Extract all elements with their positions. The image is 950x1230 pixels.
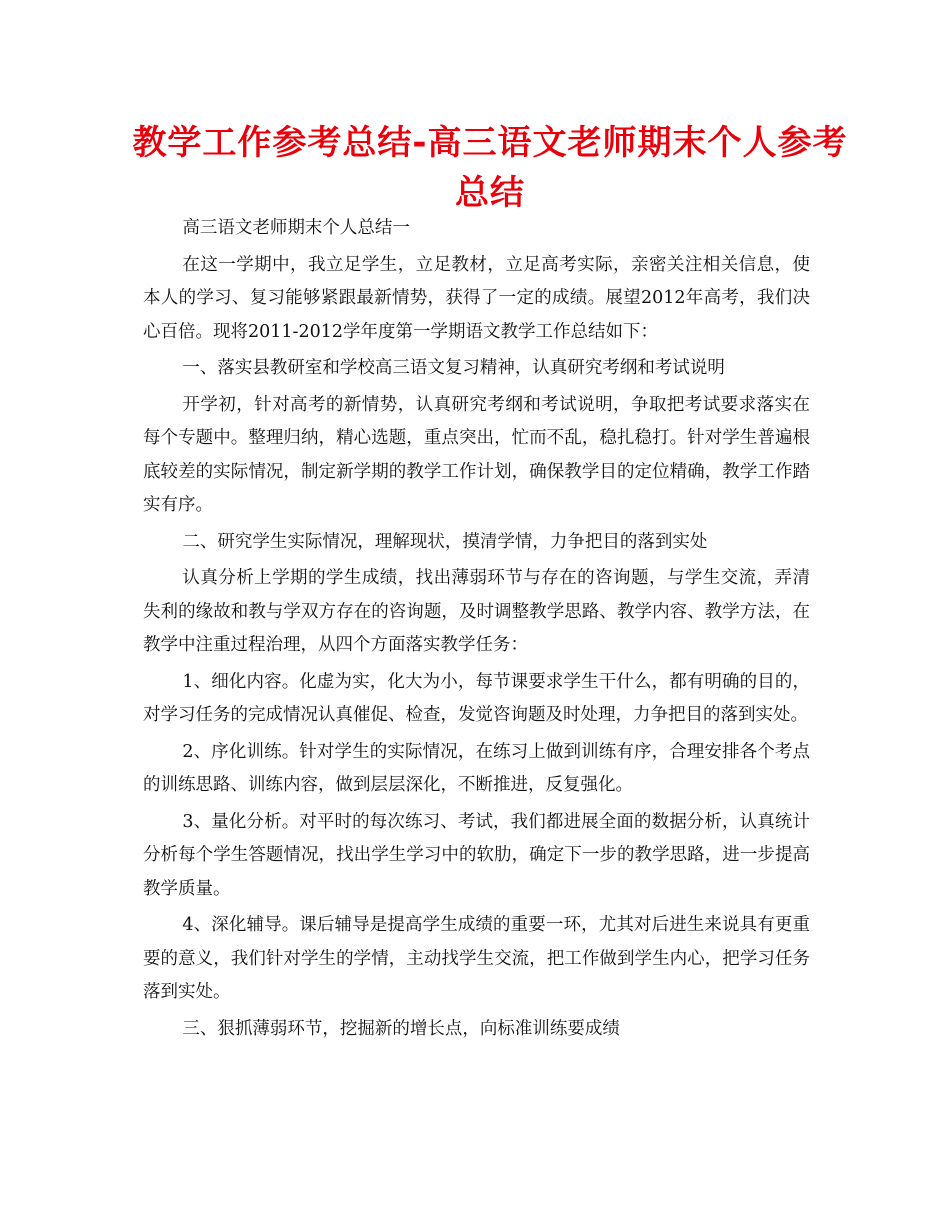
list-item: 1、细化内容。化虚为实，化大为小，每节课要求学生干什么，都有明确的目的，对学习任务的完成情况认真催促、检查，发觉咨询题及时处理，力争把目的落到实处。: [143, 671, 810, 725]
body-paragraph: 认真分析上学期的学生成绩，找出薄弱环节与存在的咨询题，与学生交流，弄清失利的缘故和教与学双方存在的咨询题，及时调整教学思路、教学内容、教学方法，在教学中注重过程治理，从四个方面落实教学任务：: [143, 568, 810, 655]
section-subtitle: 高三语文老师期末个人总结一: [182, 218, 410, 238]
list-item: 2、序化训练。针对学生的实际情况，在练习上做到训练有序，合理安排各个考点的训练思路、训练内容，做到层层深化，不断推进，反复强化。: [143, 741, 810, 795]
section-heading-2: 二、研究学生实际情况，理解现状，摸清学情，力争把目的落到实处: [182, 531, 708, 552]
list-item: 4、深化辅导。课后辅导是提高学生成绩的重要一环，尤其对后进生来说具有更重要的意义，我们针对学生的学情，主动找学生交流，把工作做到学生内心，把学习任务落到实处。: [143, 915, 810, 1002]
section-heading-1: 一、落实县教研室和学校高三语文复习精神，认真研究考纲和考试说明: [182, 358, 725, 378]
section-heading-3: 三、狠抓薄弱环节，挖掘新的增长点，向标准训练要成绩: [182, 1018, 620, 1039]
document-title: 教学工作参考总结-高三语文老师期末个人参考总结: [132, 123, 848, 213]
list-item: 3、量化分析。对平时的每次练习、考试，我们都进展全面的数据分析，认真统计分析每个学生答题情况，找出学生学习中的软肋，确定下一步的教学思路，进一步提高教学质量。: [143, 811, 810, 899]
document-body: [143, 212, 810, 1049]
intro-paragraph: 在这一学期中，我立足学生，立足教材，立足高考实际，亲密关注相关信息，使本人的学习、复习能够紧跟最新情势，获得了一定的成绩。展望2012年高考，我们决心百倍。现将2011-2012学年度第一学期语文教学工作总结如下：: [143, 254, 810, 342]
body-paragraph: 开学初，针对高考的新情势，认真研究考纲和考试说明，争取把考试要求落实在每个专题中。整理归纳，精心选题，重点突出，忙而不乱，稳扎稳打。针对学生普遍根底较差的实际情况，制定新学期的教学工作计划，确保教学目的定位精确，教学工作踏实有序。: [143, 394, 810, 515]
